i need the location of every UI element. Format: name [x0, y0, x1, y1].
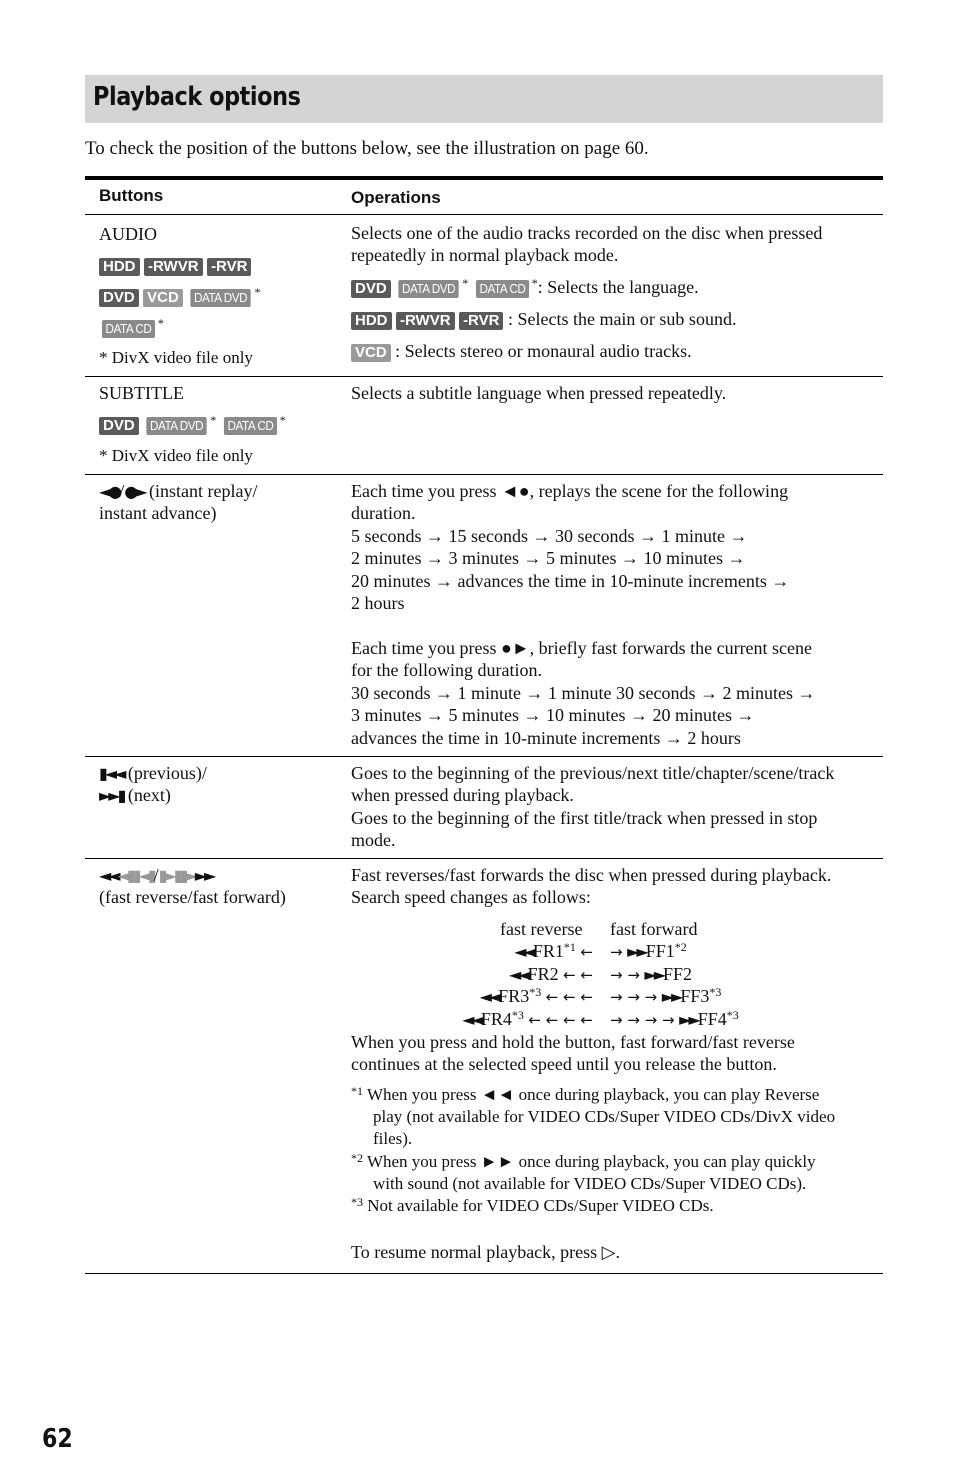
footnote-2: $^{*2}$ When you press ►► once during playback, you can play quickly	[351, 1151, 816, 1171]
rvr-badge: -RVR	[459, 312, 503, 330]
vcd-badge: VCD	[143, 289, 183, 307]
table-header	[85, 180, 883, 215]
slow-forward-icon: ▮▮►	[173, 866, 195, 885]
audio-button-name: AUDIO	[99, 224, 157, 244]
data-cd-badge: DATA CD	[224, 417, 277, 435]
step-forward-icon: ▮►	[158, 866, 174, 885]
page-number: 62	[42, 1424, 73, 1454]
data-cd-badge: DATA CD	[476, 280, 529, 298]
instant-advance-icon: ●►	[124, 482, 145, 501]
slow-reverse-icon: ◄▮▮	[117, 866, 139, 885]
step-reverse-icon: ◄▮	[138, 866, 154, 885]
resume-text: To resume normal playback, press ▷.	[351, 1242, 621, 1262]
audio-footnote: * DivX video file only	[99, 348, 253, 367]
hdd-badge: HDD	[99, 258, 140, 276]
page-title: Playback options	[93, 82, 301, 112]
table-row-audio: AUDIO HDD -RWVR -RVR DVD VCD DATA DVD * DATA CD * * DivX video file only Selects one of the audio tracks recorded on the disc when pressed repeatedly in normal playback mode. DVD DATA DVD * DATA CD *: Selects the language. HDD -RWVR -RVR : Selects the main or sub sound. VCD : Selects stereo or monaural audio tracks.	[85, 215, 883, 377]
intro-text: To check the position of the buttons below, see the illustration on page 60.	[85, 138, 649, 159]
footnote-1: $^{*1}$ When you press ◄◄ once during playback, you can play Reverse	[351, 1084, 820, 1104]
playback-options-table	[85, 176, 883, 1274]
section-title-bar	[85, 75, 883, 123]
table-row-fast-reverse-forward: ◄◄◄▮▮◄▮/▮►▮▮►►► (fast reverse/fast forward) Fast reverses/fast forwards the disc when pressed during playback. Search speed changes as follows: fast reverse fast forward ◄◄FR1$^{*1}$ ← → ►►FF1$^{*2}$ ◄◄FR2 ← ← → → ►►FF2 ◄◄FR3$^{*3}$ ← ← ← → → → ►►FF3$^{*3}$ ◄◄FR4$^{*3}$ ← ← ← ← → → → → ►►FF4$^{*3}$ When you press and hold the button, fast forward/fast reverse continues at the selected speed until you release the button. $^{*1}$ When you press ◄◄ once during playback, you can play Reverse play (not available for VIDEO CDs/Super VIDEO CDs/DivX video files). $^{*2}$ When you press ►► once during playback, you can play quickly with sound (not available for VIDEO CDs/Super VIDEO CDs). $^{*3}$ Not available for VIDEO CDs/Super VIDEO CDs. To resume normal playback, press ▷.	[85, 859, 883, 1274]
fast-forward-icon: ►►	[194, 866, 214, 885]
dvd-badge: DVD	[351, 280, 391, 298]
fast-reverse-icon: ◄◄	[99, 866, 118, 885]
rwvr-badge: -RWVR	[144, 258, 203, 276]
data-dvd-badge: DATA DVD	[399, 280, 459, 298]
table-row-previous-next: ▮◄◄ (previous)/ ►►▮ (next) Goes to the beginning of the previous/next title/chapter/scene/track when pressed during playback. Goes to the beginning of the first title/track when pressed in stop mode.	[85, 757, 883, 859]
instant-replay-icon: ◄●	[99, 482, 120, 501]
hdd-badge: HDD	[351, 312, 392, 330]
data-dvd-badge: DATA DVD	[147, 417, 207, 435]
previous-icon: ▮◄◄	[99, 764, 124, 783]
subtitle-button-name: SUBTITLE	[99, 383, 184, 403]
data-dvd-badge: DATA DVD	[191, 289, 251, 307]
table-row-subtitle: SUBTITLE DVD DATA DVD * DATA CD * * DivX video file only Selects a subtitle language when pressed repeatedly.	[85, 377, 883, 475]
rwvr-badge: -RWVR	[396, 312, 455, 330]
subtitle-footnote: * DivX video file only	[99, 446, 253, 465]
header-operations: Operations	[351, 188, 441, 207]
header-buttons: Buttons	[99, 186, 164, 205]
footnote-3: $^{*3}$ Not available for VIDEO CDs/Super VIDEO CDs.	[351, 1195, 714, 1215]
next-icon: ►►▮	[99, 786, 124, 805]
dvd-badge: DVD	[99, 289, 139, 307]
data-cd-badge: DATA CD	[102, 320, 155, 338]
dvd-badge: DVD	[99, 417, 139, 435]
vcd-badge: VCD	[351, 344, 391, 362]
rvr-badge: -RVR	[207, 258, 251, 276]
table-row-instant-replay: ◄●/●► (instant replay/ instant advance) Each time you press ◄●, replays the scene for the following duration. 5 seconds → 15 seconds → 30 seconds → 1 minute → 2 minutes → 3 minutes → 5 minutes → 10 minutes → 20 minutes → advances the time in 10-minute increments → 2 hours Each time you press ●►, briefly fast forwards the current scene for the following duration. 30 seconds → 1 minute → 1 minute 30 seconds → 2 minutes → 3 minutes → 5 minutes → 10 minutes → 20 minutes → advances the time in 10-minute increments → 2 hours	[85, 475, 883, 757]
